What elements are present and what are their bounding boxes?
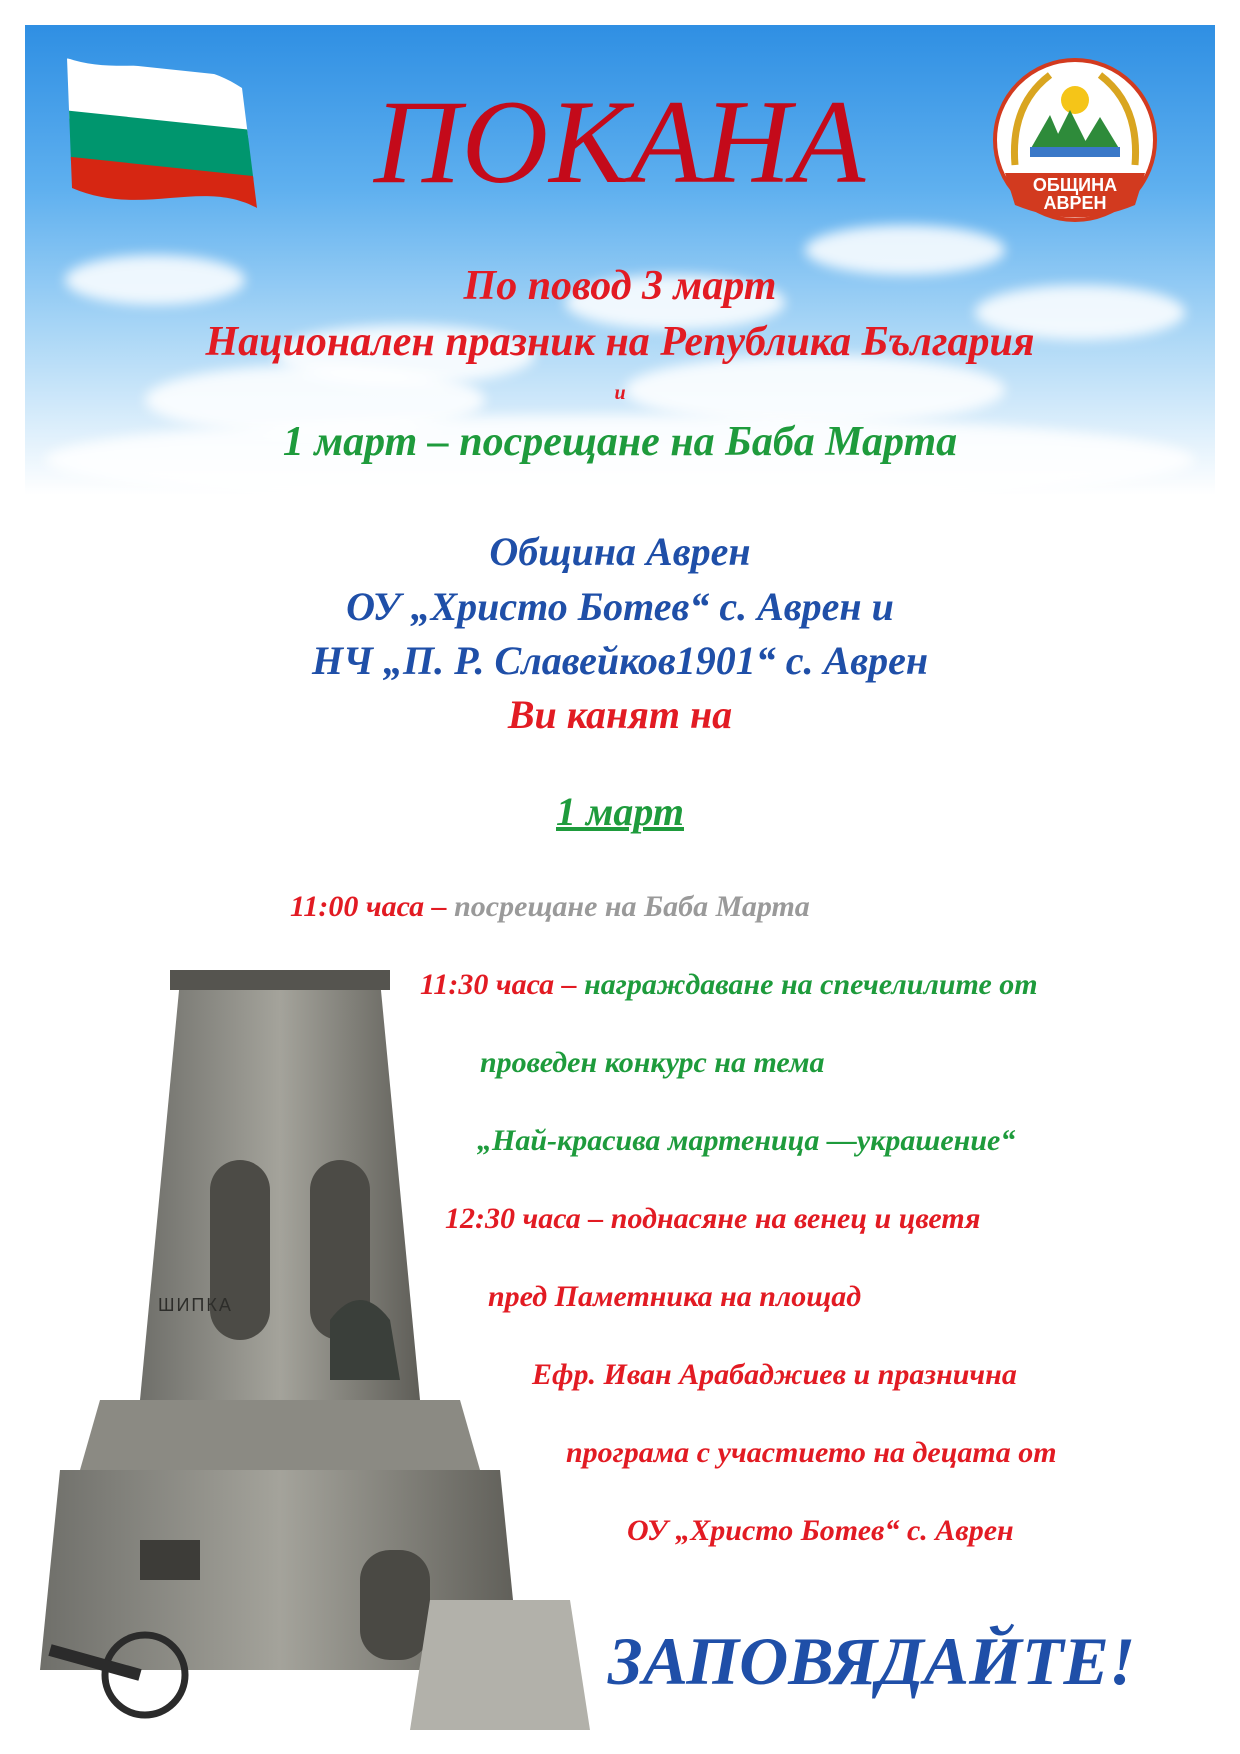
host-school: ОУ „Христо Ботев“ с. Аврен и: [346, 584, 894, 629]
schedule-item-2: [420, 968, 1038, 1002]
event-date: 1 март: [556, 789, 684, 834]
schedule-text-5: поднасяне на венец и цветя: [610, 1202, 981, 1235]
schedule-item-1: [290, 890, 810, 924]
schedule-time-1: 11:00 часа –: [290, 890, 447, 923]
schedule-text-1: посрещане на Баба Марта: [454, 890, 810, 923]
schedule-item-7: Ефр. Иван Арабаджиев и празнична: [532, 1358, 1017, 1391]
schedule-item-5: [445, 1202, 981, 1236]
schedule-item-4: „Най-красива мартеница —украшение“: [477, 1124, 1016, 1157]
schedule-item-8: програма с участието на децата от: [566, 1436, 1057, 1469]
occasion-line-2: Национален празник на Република България: [205, 319, 1035, 365]
host-community-center: НЧ „П. Р. Славейков1901“ с. Аврен: [311, 638, 929, 683]
logo-text-line2: АВРЕН: [1043, 193, 1107, 213]
schedule-time-2: 11:30 часа –: [420, 968, 577, 1001]
logo-text-line1: ОБЩИНА: [1032, 175, 1118, 195]
occasion-line-1: По повод 3 март: [463, 263, 777, 309]
municipality-logo: [990, 55, 1160, 230]
schedule-text-2: награждаване на спечелилите от: [584, 968, 1038, 1001]
schedule-time-5: 12:30 часа –: [445, 1202, 604, 1235]
schedule-item-6: пред Паметника на площад: [488, 1280, 862, 1313]
schedule-item-3: проведен конкурс на тема: [480, 1046, 825, 1079]
monument-inscription: ШИПКА: [158, 1295, 233, 1315]
occasion-conjunction: и: [614, 382, 626, 404]
invitation-title: ПОКАНА: [373, 75, 867, 208]
invite-text: Ви канят на: [507, 692, 733, 737]
occasion-line-3: 1 март – посрещане на Баба Марта: [282, 419, 958, 465]
host-municipality: Община Аврен: [489, 529, 751, 574]
closing-text: ЗАПОВЯДАЙТЕ!: [608, 1623, 1136, 1699]
schedule-item-9: ОУ „Христо Ботев“ с. Аврен: [627, 1514, 1014, 1547]
